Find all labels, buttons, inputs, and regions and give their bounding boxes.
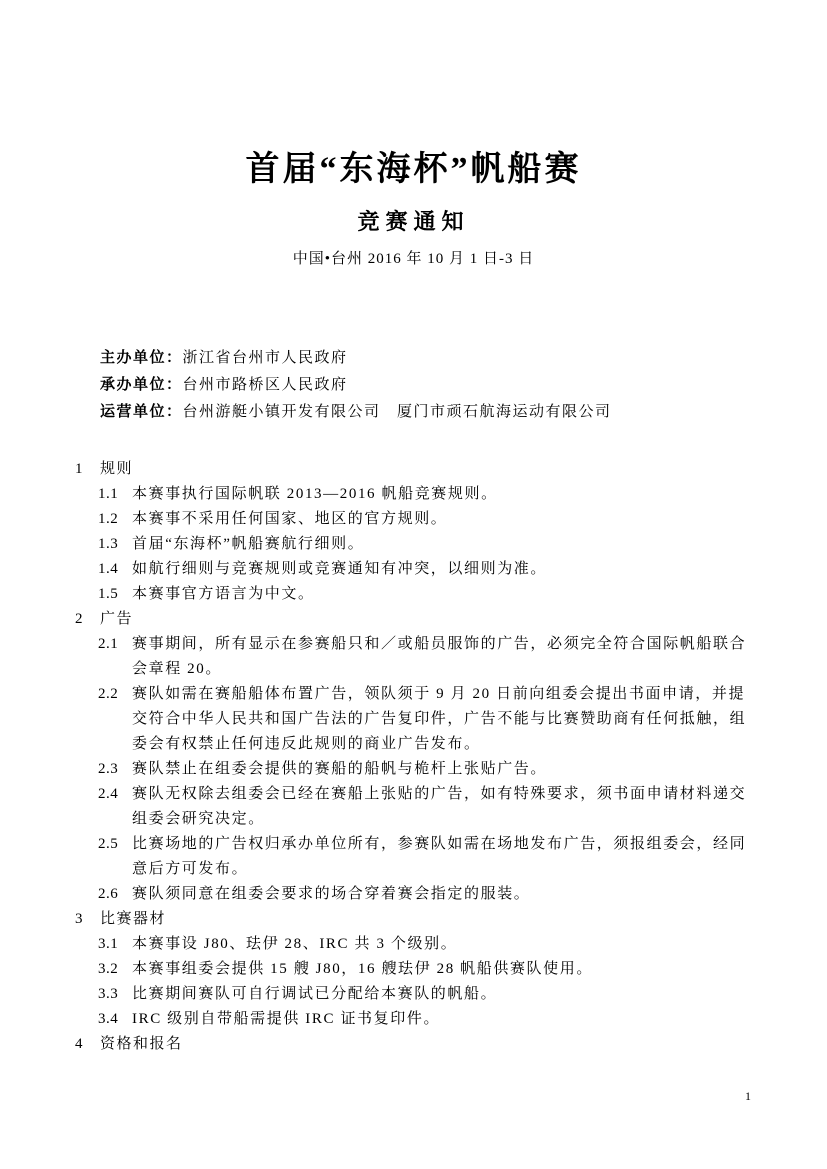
clause-number: 2.5 [98,836,119,852]
clause-item [0,782,757,832]
organizer-label: 运营单位： [100,404,183,420]
clause-text: 赛事期间，所有显示在参赛船只和／或船员服饰的广告，必须完全符合国际帆船联合会章程 20。 [132,636,747,677]
clause-item [0,832,757,882]
clause-text: 赛队如需在赛船船体布置广告，领队须于 9 月 20 日前向组委会提出书面申请，并提交符合中华人民共和国广告法的广告复印件，广告不能与比赛赞助商有任何抵触，组委会有权禁止任何违反此规则的商业广告发布。 [132,686,747,752]
organizer-line [100,372,757,399]
section-title: 资格和报名 [100,1036,183,1052]
clause-item [0,1007,757,1032]
clause-text: 首届“东海杯”帆船赛航行细则。 [132,536,365,552]
document-subtitle: 竞赛通知 [357,209,470,234]
clause-number: 1.5 [98,586,119,602]
clause-text: 如航行细则与竞赛规则或竞赛通知有冲突，以细则为准。 [132,561,548,577]
section [0,457,757,607]
clause-item [0,882,757,907]
clause-text: 本赛事设 J80、珐伊 28、IRC 共 3 个级别。 [132,936,458,952]
clause-item [0,582,757,607]
sections-list [0,457,757,1057]
section-number: 4 [75,1036,83,1052]
clause-item [0,532,757,557]
section-title: 比赛器材 [100,911,167,927]
clause-item [0,682,757,757]
clause-text: 赛队须同意在组委会要求的场合穿着赛会指定的服装。 [132,886,531,902]
section-number: 3 [75,911,83,927]
section-title: 规则 [100,461,134,477]
organizers-block [100,345,757,426]
clause-number: 1.3 [98,536,119,552]
clause-number: 1.1 [98,486,119,502]
clause-item [0,557,757,582]
clause-number: 2.4 [98,786,119,802]
clause-number: 3.4 [98,1011,119,1027]
clause-text: 赛队禁止在组委会提供的赛船的船帆与桅杆上张贴广告。 [132,761,548,777]
clause-item [0,957,757,982]
event-dateline: 中国•台州 2016 年 10 月 1 日-3 日 [292,251,535,267]
section-title: 广告 [100,611,134,627]
clause-item [0,757,757,782]
clause-number: 3.3 [98,986,119,1002]
section-heading [0,607,757,632]
clause-text: 比赛期间赛队可自行调试已分配给本赛队的帆船。 [132,986,498,1002]
section-heading [0,907,757,932]
clause-text: 本赛事官方语言为中文。 [132,586,315,602]
clause-number: 2.3 [98,761,119,777]
organizer-label: 主办单位： [100,350,183,366]
clause-text: 比赛场地的广告权归承办单位所有，参赛队如需在场地发布广告，须报组委会，经同意后方可发布。 [132,836,747,877]
clause-number: 2.6 [98,886,119,902]
section-number: 2 [75,611,83,627]
clause-text: 本赛事不采用任何国家、地区的官方规则。 [132,511,448,527]
clause-item [0,482,757,507]
clause-text: 赛队无权除去组委会已经在赛船上张贴的广告，如有特殊要求，须书面申请材料递交组委会研究决定。 [132,786,747,827]
organizer-value: 台州游艇小镇开发有限公司 厦门市顽石航海运动有限公司 [182,404,612,420]
clause-text: 本赛事组委会提供 15 艘 J80，16 艘珐伊 28 帆船供赛队使用。 [132,961,593,977]
section [0,907,757,1032]
clause-item [0,982,757,1007]
clause-number: 1.2 [98,511,119,527]
organizer-label: 承办单位： [100,377,183,393]
clause-text: 本赛事执行国际帆联 2013—2016 帆船竞赛规则。 [132,486,498,502]
clause-number: 3.1 [98,936,119,952]
clause-number: 2.2 [98,686,119,702]
organizer-line [100,345,757,372]
section-number: 1 [75,461,83,477]
section [0,607,757,907]
clause-item [0,932,757,957]
page-number: 1 [745,1089,751,1103]
clause-number: 3.2 [98,961,119,977]
section [0,1032,757,1057]
organizer-value: 台州市路桥区人民政府 [182,377,348,393]
document-title: 首届“东海杯”帆船赛 [245,151,582,188]
section-heading [0,1032,757,1057]
organizer-line [100,399,757,426]
clause-text: IRC 级别自带船需提供 IRC 证书复印件。 [132,1011,441,1027]
section-heading [0,457,757,482]
clause-number: 2.1 [98,636,119,652]
organizer-value: 浙江省台州市人民政府 [182,350,348,366]
clause-number: 1.4 [98,561,119,577]
clause-item [0,632,757,682]
clause-item [0,507,757,532]
